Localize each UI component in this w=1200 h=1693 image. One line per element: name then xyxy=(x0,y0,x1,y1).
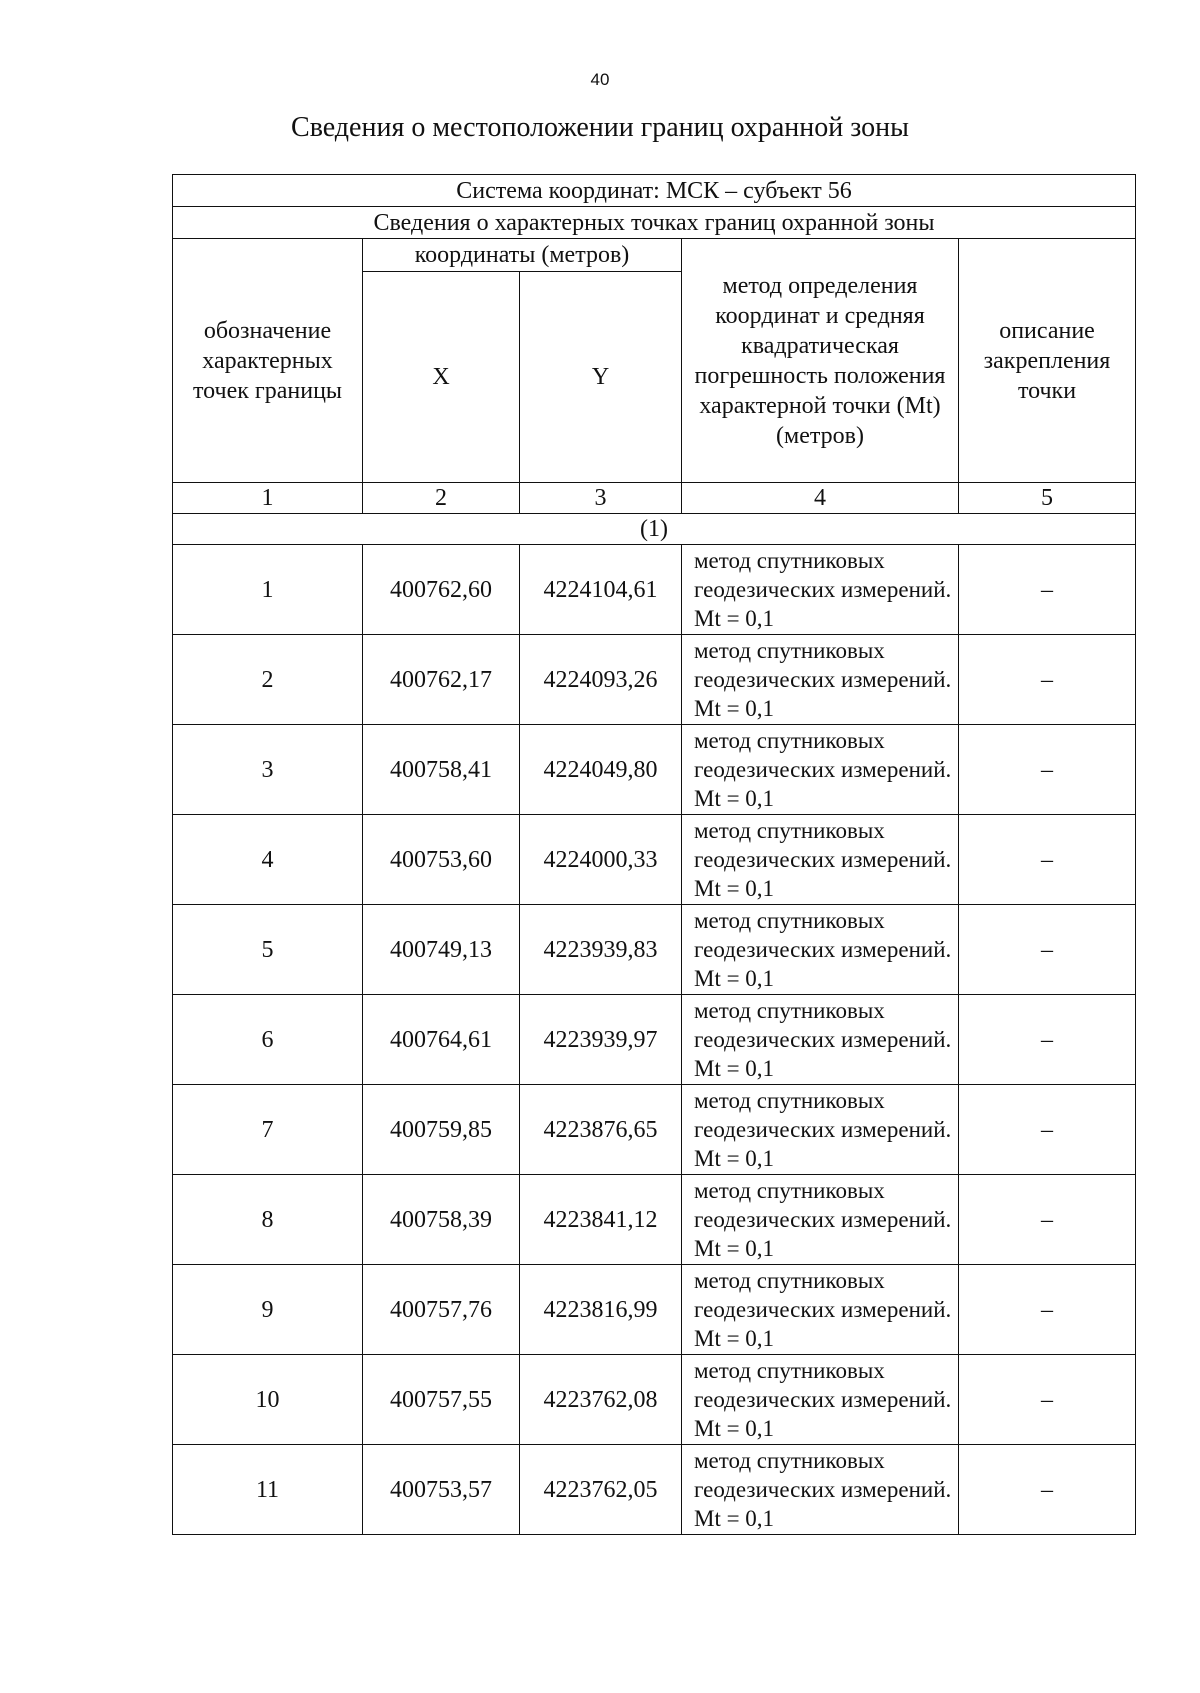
x-coordinate-cell: 400753,57 xyxy=(363,1445,520,1535)
point-number-cell: 2 xyxy=(173,635,363,725)
table-row xyxy=(173,725,1136,815)
y-coordinate-cell: 4223841,12 xyxy=(520,1175,682,1265)
x-coordinate-cell: 400757,76 xyxy=(363,1265,520,1355)
column-number: 4 xyxy=(682,483,959,514)
description-cell: – xyxy=(959,545,1136,635)
group-row xyxy=(173,514,1136,545)
y-coordinate-cell: 4224093,26 xyxy=(520,635,682,725)
method-cell: метод спутниковых геодезических измерений. Mt = 0,1 xyxy=(682,1085,959,1175)
point-number-cell: 8 xyxy=(173,1175,363,1265)
y-coordinate-cell: 4223939,83 xyxy=(520,905,682,995)
description-cell: – xyxy=(959,815,1136,905)
x-coordinate-cell: 400758,39 xyxy=(363,1175,520,1265)
section-title-row xyxy=(173,207,1136,239)
description-cell: – xyxy=(959,635,1136,725)
column-numbers-row xyxy=(173,483,1136,514)
x-coordinate-cell: 400762,60 xyxy=(363,545,520,635)
point-number-cell: 10 xyxy=(173,1355,363,1445)
header-description-label: описание закрепления точки xyxy=(959,239,1136,483)
x-coordinate-cell: 400764,61 xyxy=(363,995,520,1085)
y-coordinate-cell: 4223939,97 xyxy=(520,995,682,1085)
column-number: 5 xyxy=(959,483,1136,514)
point-number-cell: 7 xyxy=(173,1085,363,1175)
header-coords-label: координаты (метров) xyxy=(363,239,682,272)
method-cell: метод спутниковых геодезических измерений. Mt = 0,1 xyxy=(682,995,959,1085)
description-cell: – xyxy=(959,905,1136,995)
table-row xyxy=(173,635,1136,725)
method-cell: метод спутниковых геодезических измерений. Mt = 0,1 xyxy=(682,905,959,995)
x-coordinate-cell: 400758,41 xyxy=(363,725,520,815)
coordinate-system-row xyxy=(173,175,1136,207)
header-x-label: X xyxy=(363,272,520,483)
description-cell: – xyxy=(959,1085,1136,1175)
boundary-points-table xyxy=(172,174,1136,1535)
method-cell: метод спутниковых геодезических измерений. Mt = 0,1 xyxy=(682,1175,959,1265)
method-cell: метод спутниковых геодезических измерений. Mt = 0,1 xyxy=(682,815,959,905)
y-coordinate-cell: 4224104,61 xyxy=(520,545,682,635)
table-row xyxy=(173,1445,1136,1535)
point-number-cell: 1 xyxy=(173,545,363,635)
y-coordinate-cell: 4223876,65 xyxy=(520,1085,682,1175)
column-number: 3 xyxy=(520,483,682,514)
description-cell: – xyxy=(959,1175,1136,1265)
group-label: (1) xyxy=(173,514,1136,545)
header-y-label: Y xyxy=(520,272,682,483)
table-row xyxy=(173,995,1136,1085)
method-cell: метод спутниковых геодезических измерений. Mt = 0,1 xyxy=(682,545,959,635)
x-coordinate-cell: 400757,55 xyxy=(363,1355,520,1445)
column-number: 2 xyxy=(363,483,520,514)
method-cell: метод спутниковых геодезических измерений. Mt = 0,1 xyxy=(682,1265,959,1355)
description-cell: – xyxy=(959,1355,1136,1445)
coordinate-system-cell: Система координат: МСК – субъект 56 xyxy=(173,175,1136,207)
method-cell: метод спутниковых геодезических измерений. Mt = 0,1 xyxy=(682,635,959,725)
y-coordinate-cell: 4224049,80 xyxy=(520,725,682,815)
x-coordinate-cell: 400753,60 xyxy=(363,815,520,905)
header-point-label: обозначение характерных точек границы xyxy=(173,239,363,483)
x-coordinate-cell: 400762,17 xyxy=(363,635,520,725)
y-coordinate-cell: 4223762,05 xyxy=(520,1445,682,1535)
table-row xyxy=(173,905,1136,995)
table-row xyxy=(173,545,1136,635)
page-title: Сведения о местоположении границ охранной зоны xyxy=(291,112,909,143)
table-row xyxy=(173,1265,1136,1355)
table-row xyxy=(173,815,1136,905)
x-coordinate-cell: 400749,13 xyxy=(363,905,520,995)
point-number-cell: 11 xyxy=(173,1445,363,1535)
table-row xyxy=(173,1175,1136,1265)
y-coordinate-cell: 4223816,99 xyxy=(520,1265,682,1355)
description-cell: – xyxy=(959,1445,1136,1535)
description-cell: – xyxy=(959,995,1136,1085)
description-cell: – xyxy=(959,1265,1136,1355)
y-coordinate-cell: 4223762,08 xyxy=(520,1355,682,1445)
header-method-label: метод определения координат и средняя квадратическая погрешность положения характерной точки (Mt) (метров) xyxy=(682,239,959,483)
x-coordinate-cell: 400759,85 xyxy=(363,1085,520,1175)
y-coordinate-cell: 4224000,33 xyxy=(520,815,682,905)
table-row xyxy=(173,1355,1136,1445)
point-number-cell: 9 xyxy=(173,1265,363,1355)
table-row xyxy=(173,1085,1136,1175)
section-title-cell: Сведения о характерных точках границ охранной зоны xyxy=(173,207,1136,239)
method-cell: метод спутниковых геодезических измерений. Mt = 0,1 xyxy=(682,725,959,815)
method-cell: метод спутниковых геодезических измерений. Mt = 0,1 xyxy=(682,1445,959,1535)
point-number-cell: 3 xyxy=(173,725,363,815)
point-number-cell: 4 xyxy=(173,815,363,905)
header-row xyxy=(173,239,1136,272)
method-cell: метод спутниковых геодезических измерений. Mt = 0,1 xyxy=(682,1355,959,1445)
page-number: 40 xyxy=(590,70,610,89)
point-number-cell: 5 xyxy=(173,905,363,995)
description-cell: – xyxy=(959,725,1136,815)
column-number: 1 xyxy=(173,483,363,514)
point-number-cell: 6 xyxy=(173,995,363,1085)
